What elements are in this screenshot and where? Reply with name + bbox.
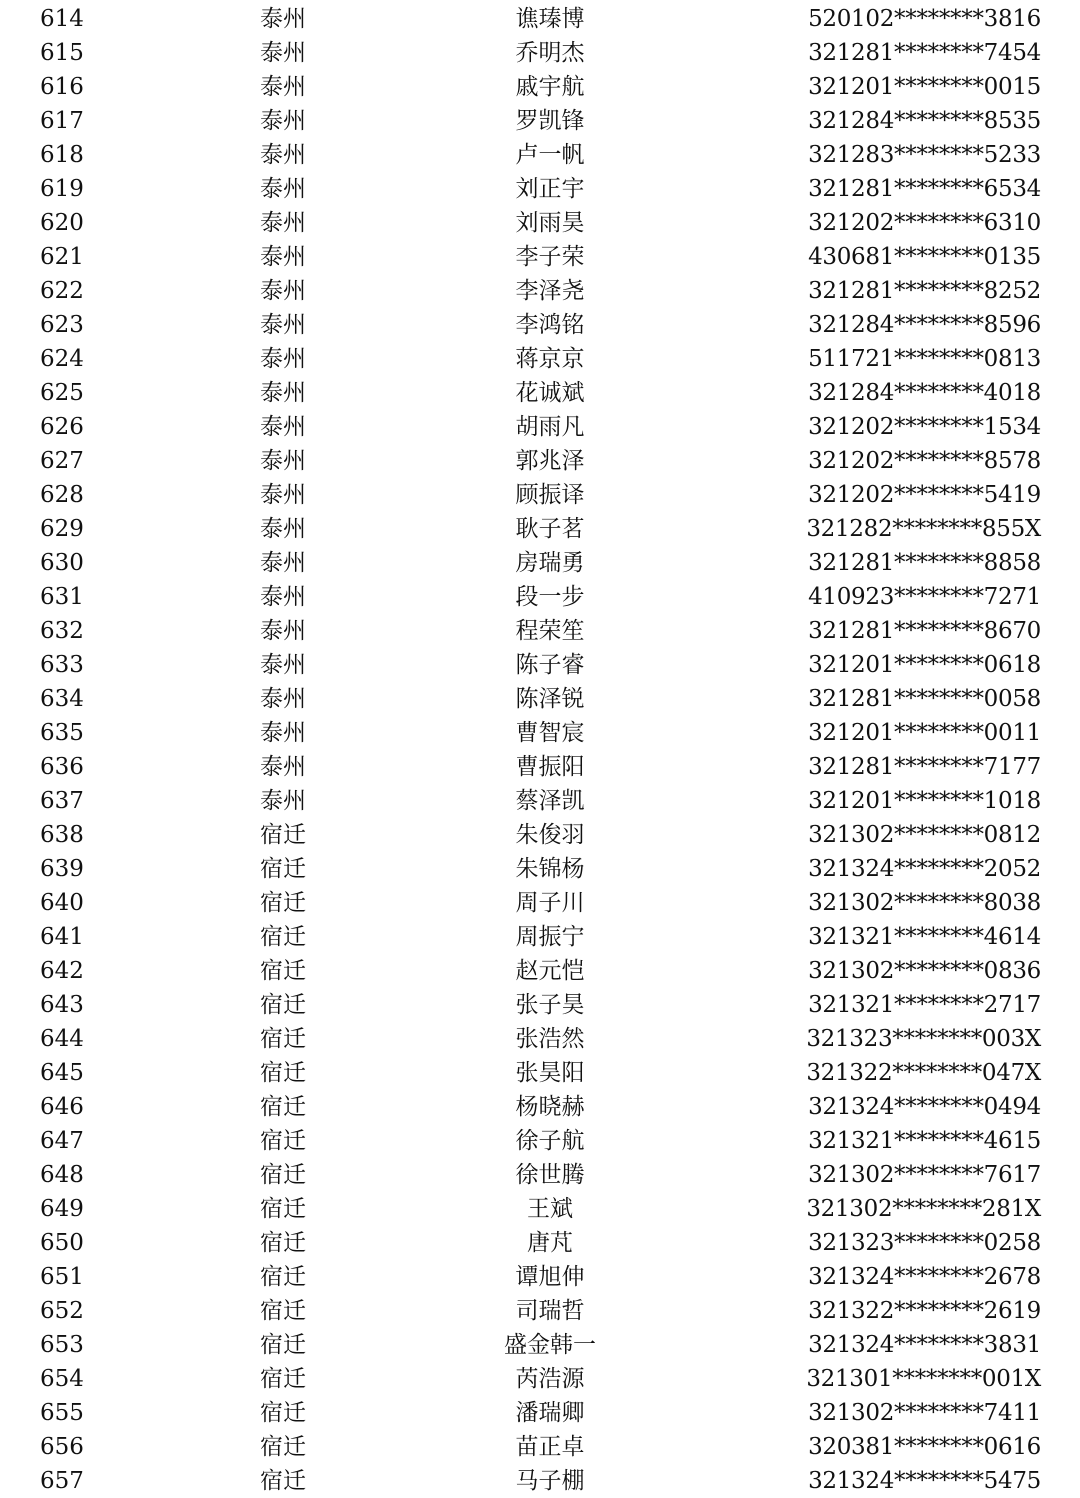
row-city: 宿迁 (260, 1094, 306, 1120)
table-row (0, 784, 1080, 818)
row-number: 632 (40, 618, 84, 644)
row-id-number: 321281********0058 (808, 686, 1041, 712)
row-name: 刘正宇 (515, 176, 585, 202)
row-number: 626 (40, 414, 84, 440)
row-name: 周振宁 (515, 924, 585, 950)
row-name: 张子昊 (515, 992, 585, 1018)
row-number: 622 (40, 278, 84, 304)
row-city: 泰州 (260, 618, 306, 644)
row-city: 宿迁 (260, 1196, 306, 1222)
row-number: 636 (40, 754, 84, 780)
row-name: 房瑞勇 (515, 550, 585, 576)
row-id-number: 321301********001X (806, 1366, 1041, 1392)
row-number: 619 (40, 176, 84, 202)
row-number: 623 (40, 312, 84, 338)
table-row (0, 1124, 1080, 1158)
row-name: 李子荣 (515, 244, 585, 270)
row-number: 657 (40, 1468, 84, 1494)
row-name: 张浩然 (515, 1026, 585, 1052)
table-row (0, 648, 1080, 682)
row-name: 杨晓赫 (515, 1094, 585, 1120)
row-id-number: 321324********5475 (808, 1468, 1041, 1494)
row-number: 628 (40, 482, 84, 508)
row-number: 642 (40, 958, 84, 984)
row-city: 宿迁 (260, 1400, 306, 1426)
table-row (0, 852, 1080, 886)
row-city: 泰州 (260, 414, 306, 440)
table-row (0, 240, 1080, 274)
row-city: 泰州 (260, 346, 306, 372)
row-number: 617 (40, 108, 84, 134)
row-id-number: 321201********0015 (808, 74, 1041, 100)
row-city: 泰州 (260, 74, 306, 100)
table-row (0, 1192, 1080, 1226)
row-id-number: 321281********8252 (808, 278, 1041, 304)
row-number: 618 (40, 142, 84, 168)
table-row (0, 444, 1080, 478)
row-name: 赵元恺 (515, 958, 585, 984)
table-row (0, 36, 1080, 70)
row-id-number: 321202********1534 (808, 414, 1041, 440)
table-row (0, 1430, 1080, 1464)
row-city: 泰州 (260, 6, 306, 32)
row-city: 宿迁 (260, 1162, 306, 1188)
row-city: 宿迁 (260, 1060, 306, 1086)
row-id-number: 321202********6310 (808, 210, 1041, 236)
row-number: 639 (40, 856, 84, 882)
table-row (0, 2, 1080, 36)
roster-table (0, 2, 1080, 1498)
row-number: 614 (40, 6, 84, 32)
row-id-number: 321282********855X (806, 516, 1041, 542)
row-id-number: 321281********7177 (808, 754, 1041, 780)
row-id-number: 321302********0812 (808, 822, 1041, 848)
row-id-number: 321281********8670 (808, 618, 1041, 644)
table-row (0, 1022, 1080, 1056)
table-row (0, 682, 1080, 716)
table-row (0, 546, 1080, 580)
row-name: 马子棚 (515, 1468, 585, 1494)
row-city: 泰州 (260, 278, 306, 304)
row-id-number: 321202********5419 (808, 482, 1041, 508)
row-city: 泰州 (260, 720, 306, 746)
table-row (0, 274, 1080, 308)
row-id-number: 430681********0135 (808, 244, 1041, 270)
row-city: 宿迁 (260, 1434, 306, 1460)
row-name: 曹智宸 (515, 720, 585, 746)
row-number: 625 (40, 380, 84, 406)
table-row (0, 410, 1080, 444)
row-city: 泰州 (260, 108, 306, 134)
row-id-number: 410923********7271 (808, 584, 1041, 610)
row-name: 段一步 (515, 584, 585, 610)
row-id-number: 520102********3816 (808, 6, 1041, 32)
row-id-number: 321201********1018 (808, 788, 1041, 814)
row-name: 潘瑞卿 (515, 1400, 585, 1426)
row-city: 泰州 (260, 142, 306, 168)
row-city: 泰州 (260, 210, 306, 236)
table-row (0, 308, 1080, 342)
row-city: 泰州 (260, 754, 306, 780)
row-number: 655 (40, 1400, 84, 1426)
table-row (0, 750, 1080, 784)
row-city: 泰州 (260, 550, 306, 576)
row-name: 郭兆泽 (515, 448, 585, 474)
row-city: 宿迁 (260, 1128, 306, 1154)
table-row (0, 478, 1080, 512)
row-name: 司瑞哲 (515, 1298, 585, 1324)
row-name: 曹振阳 (515, 754, 585, 780)
table-row (0, 1226, 1080, 1260)
row-name: 谭旭伸 (515, 1264, 585, 1290)
row-id-number: 321302********281X (806, 1196, 1041, 1222)
row-name: 陈泽锐 (515, 686, 585, 712)
row-number: 643 (40, 992, 84, 1018)
row-number: 627 (40, 448, 84, 474)
row-city: 宿迁 (260, 1298, 306, 1324)
row-name: 徐子航 (515, 1128, 585, 1154)
row-id-number: 321323********003X (806, 1026, 1041, 1052)
row-name: 盛金韩一 (504, 1332, 596, 1358)
row-city: 泰州 (260, 312, 306, 338)
row-city: 宿迁 (260, 1468, 306, 1494)
row-id-number: 511721********0813 (808, 346, 1041, 372)
row-city: 宿迁 (260, 924, 306, 950)
row-city: 宿迁 (260, 1230, 306, 1256)
row-name: 罗凯锋 (515, 108, 585, 134)
row-city: 宿迁 (260, 856, 306, 882)
row-city: 泰州 (260, 686, 306, 712)
row-city: 泰州 (260, 40, 306, 66)
table-row (0, 1090, 1080, 1124)
row-city: 泰州 (260, 652, 306, 678)
row-city: 宿迁 (260, 1026, 306, 1052)
row-name: 蒋京京 (515, 346, 585, 372)
row-number: 633 (40, 652, 84, 678)
row-id-number: 321283********5233 (808, 142, 1041, 168)
table-row (0, 818, 1080, 852)
row-city: 泰州 (260, 516, 306, 542)
row-city: 泰州 (260, 584, 306, 610)
row-number: 656 (40, 1434, 84, 1460)
row-number: 637 (40, 788, 84, 814)
row-id-number: 321321********2717 (808, 992, 1041, 1018)
table-row (0, 1260, 1080, 1294)
table-row (0, 954, 1080, 988)
row-number: 631 (40, 584, 84, 610)
row-name: 花诚斌 (515, 380, 585, 406)
row-number: 644 (40, 1026, 84, 1052)
row-number: 650 (40, 1230, 84, 1256)
row-id-number: 320381********0616 (808, 1434, 1041, 1460)
row-id-number: 321281********8858 (808, 550, 1041, 576)
table-row (0, 886, 1080, 920)
table-row (0, 342, 1080, 376)
row-name: 唐芃 (527, 1230, 573, 1256)
row-name: 李泽尧 (515, 278, 585, 304)
row-name: 戚宇航 (515, 74, 585, 100)
row-id-number: 321324********0494 (808, 1094, 1041, 1120)
row-name: 张昊阳 (515, 1060, 585, 1086)
table-row (0, 580, 1080, 614)
row-id-number: 321284********4018 (808, 380, 1041, 406)
row-city: 宿迁 (260, 890, 306, 916)
table-row (0, 1464, 1080, 1498)
row-id-number: 321284********8535 (808, 108, 1041, 134)
row-name: 蔡泽凯 (515, 788, 585, 814)
row-id-number: 321323********0258 (808, 1230, 1041, 1256)
row-number: 621 (40, 244, 84, 270)
row-name: 刘雨昊 (515, 210, 585, 236)
row-name: 胡雨凡 (515, 414, 585, 440)
row-number: 640 (40, 890, 84, 916)
row-name: 乔明杰 (515, 40, 585, 66)
row-id-number: 321302********0836 (808, 958, 1041, 984)
row-id-number: 321302********8038 (808, 890, 1041, 916)
row-number: 629 (40, 516, 84, 542)
row-name: 谯瑧博 (515, 6, 585, 32)
table-row (0, 104, 1080, 138)
row-id-number: 321201********0618 (808, 652, 1041, 678)
row-id-number: 321321********4614 (808, 924, 1041, 950)
row-name: 卢一帆 (515, 142, 585, 168)
table-row (0, 70, 1080, 104)
row-city: 泰州 (260, 380, 306, 406)
row-number: 649 (40, 1196, 84, 1222)
row-id-number: 321284********8596 (808, 312, 1041, 338)
row-number: 646 (40, 1094, 84, 1120)
table-row (0, 138, 1080, 172)
row-name: 耿子茗 (515, 516, 585, 542)
row-id-number: 321321********4615 (808, 1128, 1041, 1154)
row-number: 620 (40, 210, 84, 236)
row-number: 638 (40, 822, 84, 848)
row-id-number: 321201********0011 (808, 720, 1041, 746)
table-row (0, 1362, 1080, 1396)
row-id-number: 321322********2619 (808, 1298, 1041, 1324)
row-name: 陈子睿 (515, 652, 585, 678)
row-number: 653 (40, 1332, 84, 1358)
row-id-number: 321324********2678 (808, 1264, 1041, 1290)
row-number: 647 (40, 1128, 84, 1154)
table-row (0, 1328, 1080, 1362)
row-name: 苗正卓 (515, 1434, 585, 1460)
table-row (0, 206, 1080, 240)
row-name: 李鸿铭 (515, 312, 585, 338)
row-city: 宿迁 (260, 1264, 306, 1290)
row-city: 泰州 (260, 448, 306, 474)
row-id-number: 321281********6534 (808, 176, 1041, 202)
table-row (0, 512, 1080, 546)
row-number: 645 (40, 1060, 84, 1086)
row-number: 615 (40, 40, 84, 66)
row-city: 泰州 (260, 482, 306, 508)
table-row (0, 172, 1080, 206)
row-name: 朱锦杨 (515, 856, 585, 882)
row-id-number: 321302********7411 (808, 1400, 1041, 1426)
table-row (0, 1294, 1080, 1328)
row-city: 宿迁 (260, 1366, 306, 1392)
row-name: 朱俊羽 (515, 822, 585, 848)
table-row (0, 988, 1080, 1022)
row-number: 635 (40, 720, 84, 746)
row-city: 宿迁 (260, 1332, 306, 1358)
table-row (0, 376, 1080, 410)
row-name: 顾振译 (515, 482, 585, 508)
table-row (0, 1158, 1080, 1192)
table-row (0, 1396, 1080, 1430)
table-row (0, 920, 1080, 954)
row-id-number: 321302********7617 (808, 1162, 1041, 1188)
row-number: 651 (40, 1264, 84, 1290)
row-number: 652 (40, 1298, 84, 1324)
row-city: 泰州 (260, 244, 306, 270)
row-id-number: 321322********047X (806, 1060, 1041, 1086)
row-city: 宿迁 (260, 822, 306, 848)
row-id-number: 321202********8578 (808, 448, 1041, 474)
row-name: 程荣笙 (515, 618, 585, 644)
row-number: 616 (40, 74, 84, 100)
row-number: 624 (40, 346, 84, 372)
row-number: 634 (40, 686, 84, 712)
row-city: 宿迁 (260, 992, 306, 1018)
row-name: 王斌 (527, 1196, 573, 1222)
row-id-number: 321324********3831 (808, 1332, 1041, 1358)
row-name: 芮浩源 (515, 1366, 585, 1392)
row-number: 648 (40, 1162, 84, 1188)
row-number: 654 (40, 1366, 84, 1392)
row-city: 宿迁 (260, 958, 306, 984)
row-name: 周子川 (515, 890, 585, 916)
row-number: 630 (40, 550, 84, 576)
table-row (0, 716, 1080, 750)
table-row (0, 1056, 1080, 1090)
row-city: 泰州 (260, 176, 306, 202)
table-row (0, 614, 1080, 648)
row-city: 泰州 (260, 788, 306, 814)
row-number: 641 (40, 924, 84, 950)
row-name: 徐世腾 (515, 1162, 585, 1188)
row-id-number: 321281********7454 (808, 40, 1041, 66)
row-id-number: 321324********2052 (808, 856, 1041, 882)
